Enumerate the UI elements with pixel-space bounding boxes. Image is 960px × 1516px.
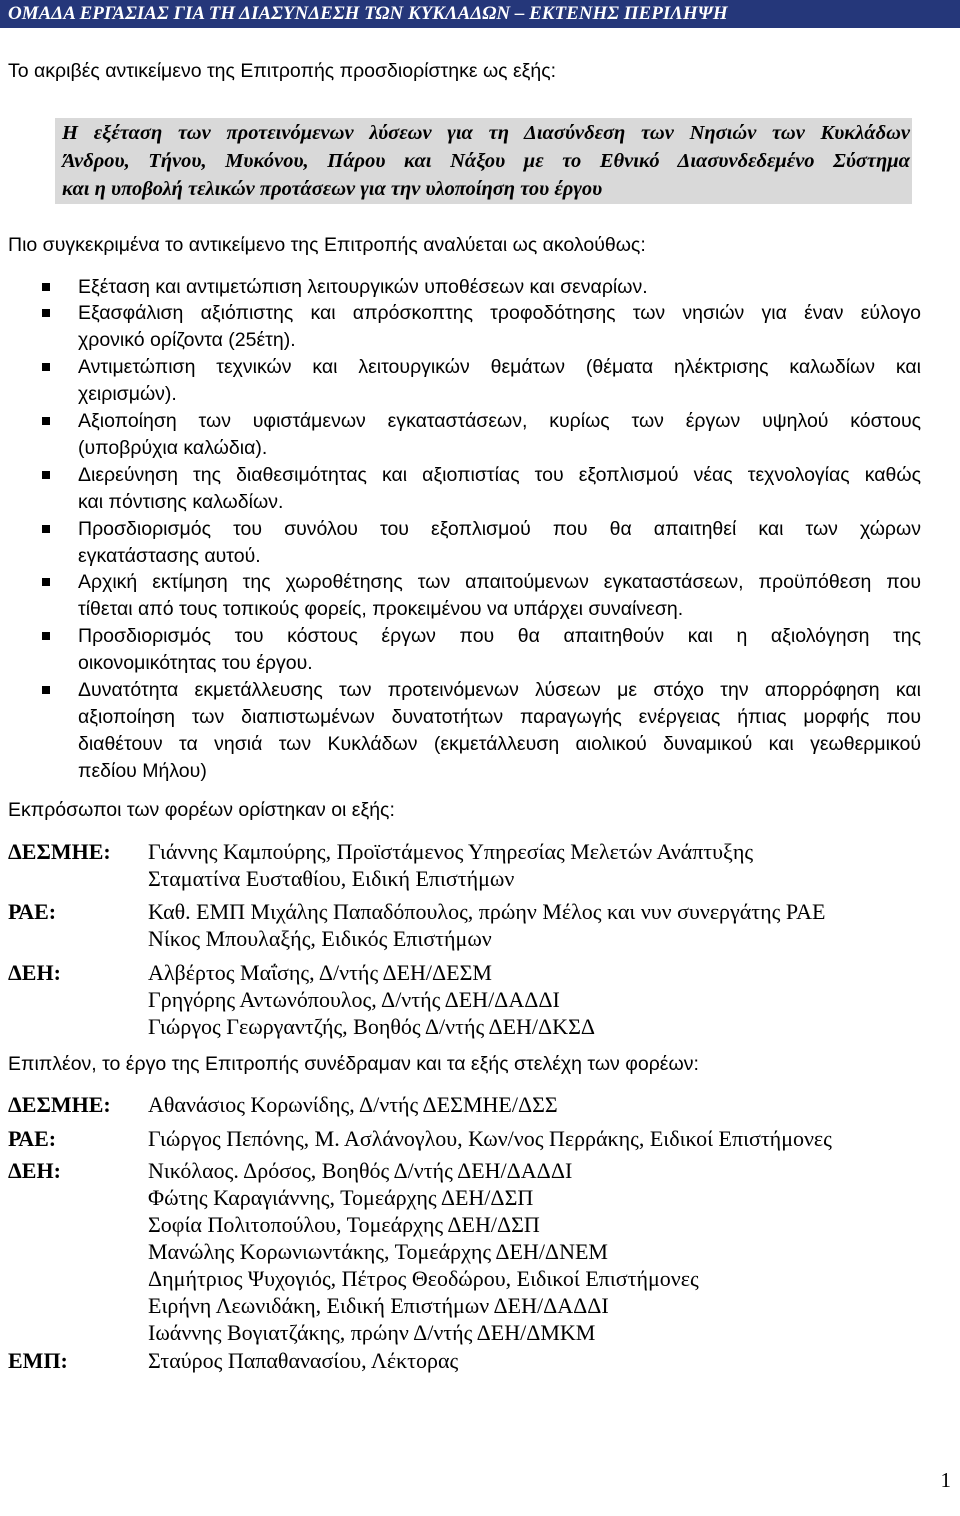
objective-box-line: και η υποβολή τελικών προτάσεων για την υλοποίηση του έργου [62, 178, 603, 200]
contributors-list [0, 1091, 960, 1374]
member-line: Μανώλης Κορωνιωντάκης, Τομεάρχης ΔΕΗ/ΔΝΕΜ [148, 1238, 608, 1264]
org-members [148, 1157, 699, 1346]
objective-box-line: Άνδρου, Τήνου, Μυκόνου, Πάρου και Νάξου με το Εθνικό Διασυνδεδεμένο Σύστημα [62, 150, 910, 172]
org-group [0, 1157, 960, 1346]
member-line: Νίκος Μπουλαξής, Ειδικός Επιστήμων [148, 926, 492, 951]
document-header-title: ΟΜΑΔΑ ΕΡΓΑΣΙΑΣ ΓΙΑ ΤΗ ΔΙΑΣΥΝΔΕΣΗ ΤΩΝ ΚΥΚΛΑΔΩΝ – ΕΚΤΕΝΗΣ ΠΕΡΙΛΗΨΗ [8, 3, 728, 24]
list-item [0, 354, 921, 408]
member-line: Σταύρος Παπαθανασίου, Λέκτορας [148, 1347, 459, 1373]
objective-box-line: Η εξέταση των προτεινόμενων λύσεων για τη Διασύνδεση των Νησιών των Κυκλάδων [62, 122, 910, 144]
list-item-line: διαθέτουν τα νησιά των Κυκλάδων (εκμετάλλευση αιολικού δυναμικού και γεωθερμικού [78, 732, 921, 755]
intro-text: Το ακριβές αντικείμενο της Επιτροπής προσδιορίστηκε ως εξής: [8, 60, 557, 82]
org-group [0, 959, 960, 1040]
list-item-line: Αντιμετώπιση τεχνικών και λειτουργικών θεμάτων (θέματα ηλέκτρισης καλωδίων και [78, 356, 921, 379]
objectives-list [0, 274, 960, 785]
list-item-line: Αρχική εκτίμηση της χωροθέτησης των απαιτούμενων εγκαταστάσεων, προϋπόθεση που [78, 571, 921, 594]
list-item-line: πεδίου Μήλου) [78, 759, 207, 782]
member-line: Γρηγόρης Αντωνόπουλος, Δ/ντής ΔΕΗ/ΔΑΔΔΙ [148, 986, 560, 1012]
square-bullet-icon [42, 309, 50, 317]
list-item-line: εγκατάστασης αυτού. [78, 544, 261, 567]
member-line: Αλβέρτος Μαΐσης, Δ/ντής ΔΕΗ/ΔΕΣΜ [148, 959, 492, 985]
list-item [0, 516, 921, 570]
org-label: ΡΑΕ: [8, 899, 57, 924]
list-item-line: Προσδιορισμός του συνόλου του εξοπλισμού που θα απαιτηθεί και των χώρων [78, 517, 921, 540]
list-item-line: χρονικό ορίζοντα (25έτη). [78, 329, 296, 352]
org-label: ΔΕΗ: [8, 959, 61, 985]
org-members [148, 1091, 558, 1118]
org-group [0, 898, 960, 952]
member-line: Καθ. ΕΜΠ Μιχάλης Παπαδόπουλος, πρώην Μέλος και νυν συνεργάτης ΡΑΕ [148, 899, 826, 924]
list-item [0, 569, 921, 623]
org-group [0, 838, 960, 892]
list-item [0, 300, 921, 354]
org-group [0, 1347, 960, 1374]
member-line: Γιάννης Καμπούρης, Προϊστάμενος Υπηρεσίας Μελετών Ανάπτυξης [148, 838, 754, 864]
contributors-intro-text: Επιπλέον, το έργο της Επιτροπής συνέδραμαν και τα εξής στελέχη των φορέων: [8, 1052, 699, 1075]
list-item-line: και πόντισης καλωδίων. [78, 490, 284, 513]
list-item-line: Εξασφάλιση αξιόπιστης και απρόσκοπτης τροφοδότησης των νησιών για έναν εύλογο [78, 302, 921, 325]
square-bullet-icon [42, 632, 50, 640]
representatives-intro-text: Εκπρόσωποι των φορέων ορίστηκαν οι εξής: [8, 798, 395, 821]
list-item [0, 677, 921, 785]
square-bullet-icon [42, 363, 50, 371]
list-item-line: τίθεται από τους τοπικούς φορείς, προκειμένου να υπάρχει συναίνεση. [78, 598, 684, 621]
org-group [0, 1125, 960, 1152]
member-line: Αθανάσιος Κορωνίδης, Δ/ντής ΔΕΣΜΗΕ/ΔΣΣ [148, 1091, 558, 1117]
org-label: ΡΑΕ: [8, 1125, 57, 1151]
org-group [0, 1091, 960, 1118]
member-line: Γιώργος Πεπόνης, Μ. Ασλάνογλου, Κων/νος Περράκης, Ειδικοί Επιστήμονες [148, 1125, 832, 1151]
list-item [0, 408, 921, 462]
list-item [0, 462, 921, 516]
square-bullet-icon [42, 686, 50, 694]
org-members [148, 959, 595, 1040]
member-line: Ειρήνη Λεωνιδάκη, Ειδική Επιστήμων ΔΕΗ/ΔΑΔΔΙ [148, 1292, 609, 1318]
org-label: ΔΕΣΜΗΕ: [8, 1091, 111, 1117]
committee-objective-box [55, 118, 912, 204]
list-item-line: χειρισμών). [78, 383, 177, 406]
list-item [0, 274, 921, 301]
list-item-line: Εξέταση και αντιμετώπιση λειτουργικών υποθέσεων και σεναρίων. [78, 275, 648, 298]
member-line: Νικόλαος. Δρόσος, Βοηθός Δ/ντής ΔΕΗ/ΔΑΔΔΙ [148, 1157, 573, 1183]
member-line: Δημήτριος Ψυχογιός, Πέτρος Θεοδώρου, Ειδικοί Επιστήμονες [148, 1265, 699, 1291]
org-label: ΔΕΗ: [8, 1157, 61, 1183]
list-item-line: Προσδιορισμός του κόστους έργων που θα απαιτηθούν και η αξιολόγηση της [78, 625, 921, 648]
header-bar [0, 0, 960, 28]
member-line: Ιωάννης Βογιατζάκης, πρώην Δ/ντής ΔΕΗ/ΔΜΚΜ [148, 1319, 596, 1345]
square-bullet-icon [42, 525, 50, 533]
org-label: ΔΕΣΜΗΕ: [8, 838, 111, 864]
member-line: Σοφία Πολιτοπούλου, Τομεάρχης ΔΕΗ/ΔΣΠ [148, 1211, 540, 1237]
square-bullet-icon [42, 417, 50, 425]
list-item-line: οικονομικότητας του έργου. [78, 652, 313, 675]
square-bullet-icon [42, 283, 50, 291]
member-line: Σταματίνα Ευσταθίου, Ειδική Επιστήμων [148, 865, 515, 891]
org-members [148, 1125, 832, 1152]
page-number: 1 [940, 1468, 951, 1492]
square-bullet-icon [42, 578, 50, 586]
list-item-line: Διερεύνηση της διαθεσιμότητας και αξιοπιστίας του εξοπλισμού νέας τεχνολογίας καθώς [78, 463, 921, 486]
list-item-line: Αξιοποίηση των υφιστάμενων εγκαταστάσεων, κυρίως των έργων υψηλού κόστους [78, 410, 921, 433]
org-label: ΕΜΠ: [8, 1347, 68, 1373]
list-item-line: αξιοποίηση των διαπιστωμένων δυνατοτήτων παραγωγής ενέργειας ήπιας μορφής που [78, 706, 921, 728]
org-members [148, 898, 825, 952]
objectives-intro-text: Πιο συγκεκριμένα το αντικείμενο της Επιτροπής αναλύεται ως ακολούθως: [8, 234, 646, 256]
list-item-line: (υποβρύχια καλώδια). [78, 436, 268, 459]
member-line: Φώτης Καραγιάννης, Τομεάρχης ΔΕΗ/ΔΣΠ [148, 1184, 534, 1210]
representatives-list [0, 838, 960, 1040]
member-line: Γιώργος Γεωργαντζής, Βοηθός Δ/ντής ΔΕΗ/ΔΚΣΔ [148, 1013, 596, 1039]
org-members [148, 1347, 458, 1374]
square-bullet-icon [42, 471, 50, 479]
org-members [148, 838, 753, 892]
list-item-line: Δυνατότητα εκμετάλλευσης των προτεινόμενων λύσεων με στόχο την απορρόφηση και [78, 679, 921, 702]
list-item [0, 623, 921, 677]
